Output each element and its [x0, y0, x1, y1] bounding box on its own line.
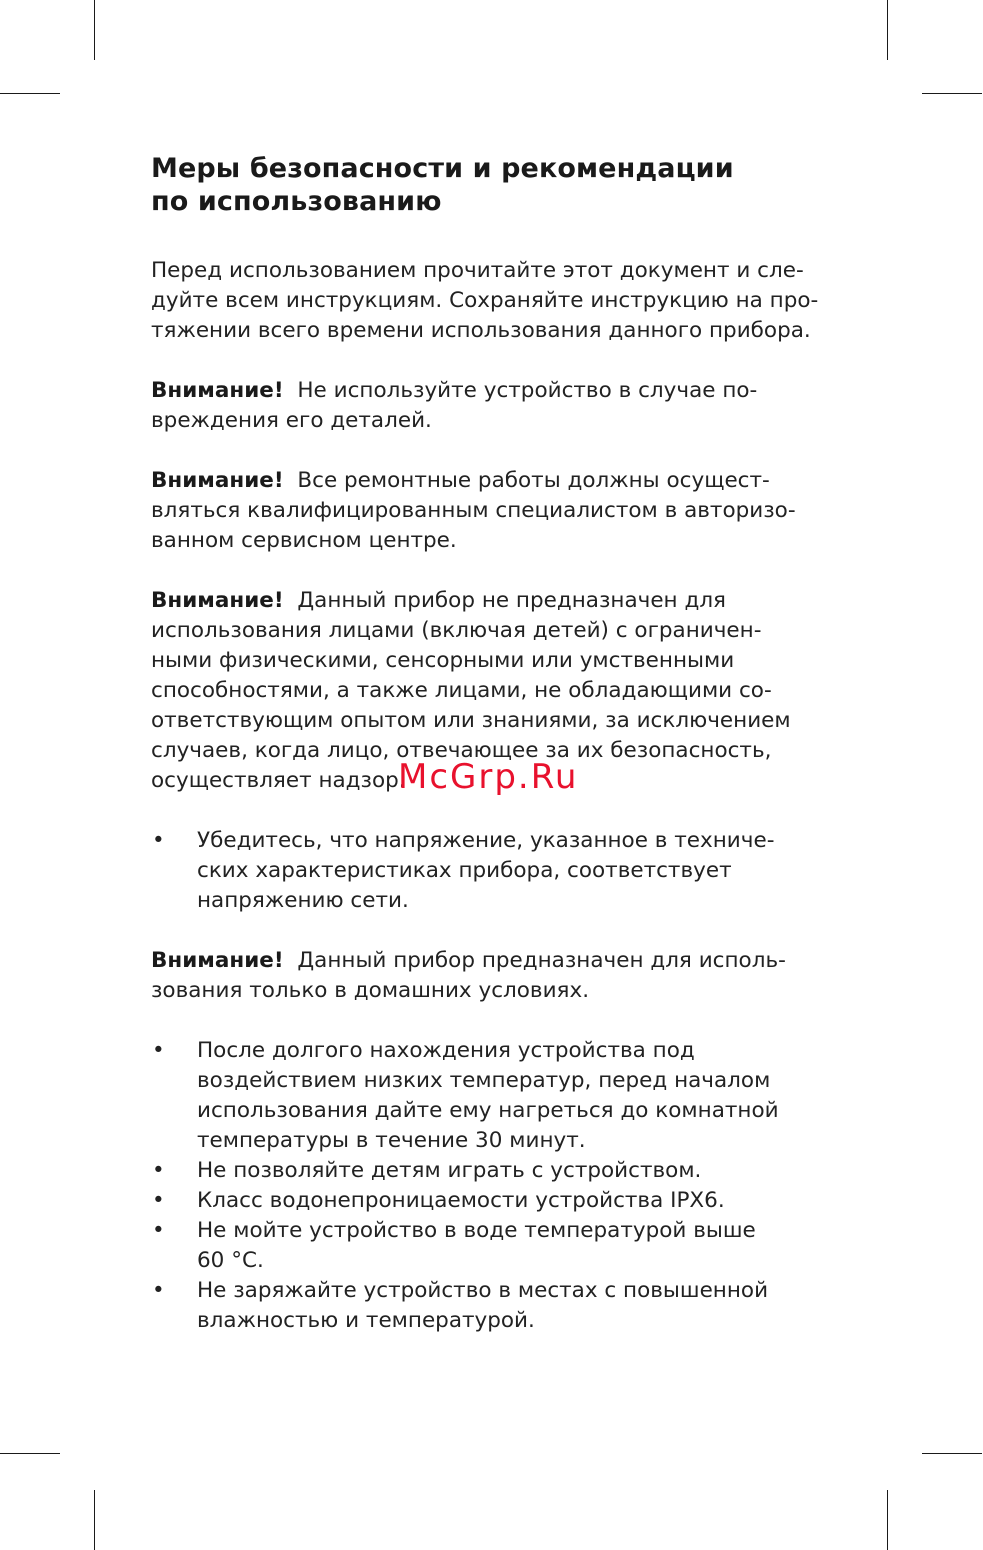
warning-label: Внимание! [151, 948, 284, 973]
list-item: • После долгого нахождения устройства под воздействием низких температур, перед началом использования дайте ему нагреться до комнатной температуры в течение 30 минут. [152, 1038, 779, 1153]
list-item: • Не заряжайте устройство в местах с повышенной влажностью и температурой. [152, 1278, 769, 1333]
crop-mark-bottom-right-horizontal [922, 1453, 982, 1454]
warning-label: Внимание! [151, 468, 284, 493]
warning-paragraph-2: Внимание! Все ремонтные работы должны осущест- вляться квалифицированным специалистом в авторизо- ванном сервисном центре. [151, 468, 796, 553]
bullet-icon: • [152, 828, 165, 853]
title-line-1: Меры безопасности и рекомендации [151, 153, 734, 184]
list-item: • Класс водонепроницаемости устройства IPX6. [151, 1186, 841, 1216]
bullet-list-1 [151, 826, 841, 916]
list-item: • Не позволяйте детям играть с устройством. [151, 1156, 841, 1186]
crop-mark-top-right-horizontal [922, 93, 982, 94]
warning-paragraph-1: Внимание! Не используйте устройство в случае по- вреждения его деталей. [151, 378, 758, 433]
crop-mark-top-left-vertical [94, 0, 95, 60]
intro-paragraph: Перед использованием прочитайте этот документ и сле- дуйте всем инструкциям. Сохраняйте инструкцию на про- тяжении всего времени использования данного прибора. [151, 258, 819, 343]
crop-mark-top-right-vertical [887, 0, 888, 60]
warning-paragraph-4: Внимание! Данный прибор предназначен для исполь- зования только в домашних условиях. [151, 948, 786, 1003]
crop-mark-bottom-right-vertical [887, 1490, 888, 1550]
crop-mark-bottom-left-horizontal [0, 1453, 60, 1454]
list-item: • Не мойте устройство в воде температурой выше 60 °C. [152, 1218, 756, 1273]
warning-label: Внимание! [151, 588, 284, 613]
page-title [151, 152, 841, 218]
bullet-icon: • [152, 1278, 165, 1303]
bullet-icon: • [152, 1038, 165, 1063]
bullet-icon: • [152, 1218, 165, 1243]
bullet-list-2 [151, 1036, 841, 1336]
watermark: McGrp.Ru [398, 757, 579, 797]
bullet-icon: • [152, 1188, 165, 1213]
bullet-icon: • [152, 1158, 165, 1183]
crop-mark-top-left-horizontal [0, 93, 60, 94]
warning-paragraph-3: Внимание! Данный прибор не предназначен для использования лицами (включая детей) с ограничен- ными физическими, сенсорными или умственными способностями, а также лицами, не обладающими со- ответствующим опытом или знаниями, за исключением случаев, когда лицо, отвечающее за их безопасность, осуществляет надзор. [151, 588, 791, 793]
warning-label: Внимание! [151, 378, 284, 403]
list-item: • Убедитесь, что напряжение, указанное в техниче- ских характеристиках прибора, соответствует напряжению сети. [152, 828, 775, 913]
title-line-2: по использованию [151, 186, 442, 217]
crop-mark-bottom-left-vertical [94, 1490, 95, 1550]
